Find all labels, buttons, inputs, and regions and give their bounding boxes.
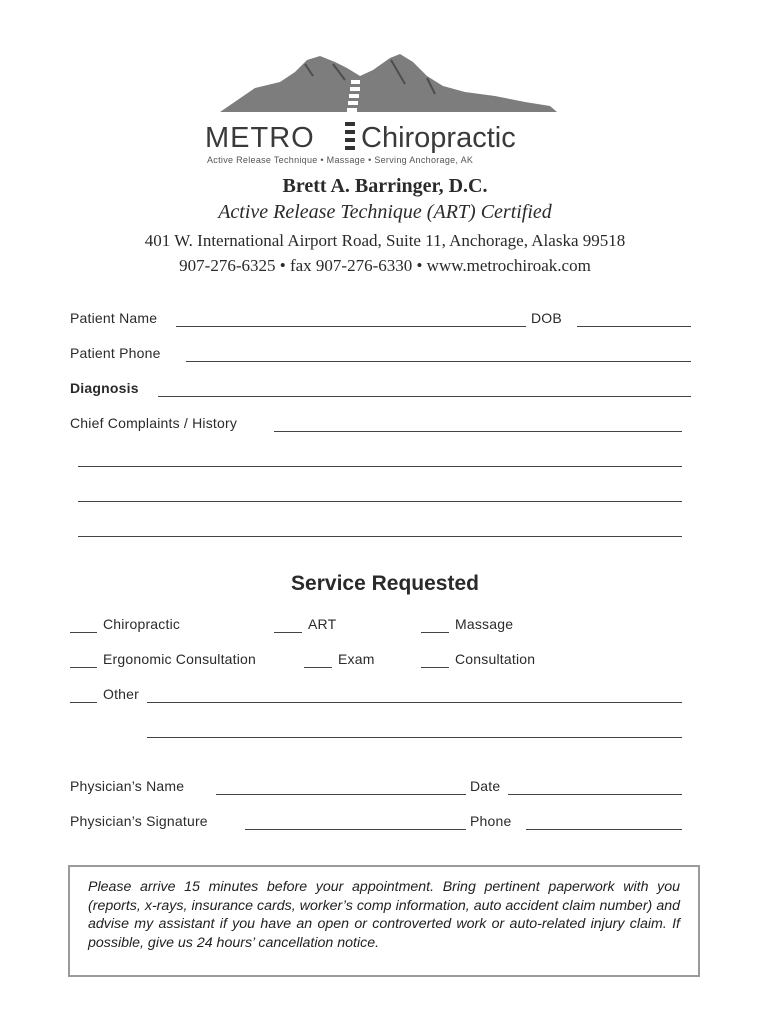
patient-phone-label: Patient Phone — [70, 345, 161, 361]
metro-chiropractic-logo — [195, 50, 575, 170]
appointment-notice-text: Please arrive 15 minutes before your appointment. Bring pertinent paperwork with you (reports, x-rays, insurance cards, worker’s comp information, auto accident claim number) and advise my assistant if you have an open or controverted work or auto-related injury claim. If possible, give us 24 hours’ cancellation notice. — [88, 879, 680, 951]
complaints-field-line-3[interactable] — [78, 501, 682, 502]
physician-phone-field[interactable] — [526, 829, 682, 830]
patient-name-label: Patient Name — [70, 310, 158, 326]
other-field-line-2[interactable] — [147, 737, 682, 738]
complaints-field[interactable] — [274, 431, 682, 432]
diagnosis-label: Diagnosis — [70, 380, 139, 396]
service-massage-label: Massage — [455, 616, 514, 632]
date-label: Date — [470, 778, 501, 794]
service-consultation-label: Consultation — [455, 651, 536, 667]
physician-signature-label: Physician’s Signature — [70, 813, 208, 829]
physician-signature-field[interactable] — [245, 829, 466, 830]
clinic-contact: 907-276-6325 • fax 907-276-6330 • www.metrochiroak.com — [179, 256, 591, 275]
service-ergonomic-label: Ergonomic Consultation — [103, 651, 257, 667]
exam-checkbox-line[interactable] — [304, 667, 332, 668]
complaints-label: Chief Complaints / History — [70, 415, 238, 431]
patient-phone-field[interactable] — [186, 361, 691, 362]
complaints-field-line-4[interactable] — [78, 536, 682, 537]
mountain-graphic — [220, 54, 557, 112]
service-requested-title: Service Requested — [291, 572, 479, 595]
dob-label: DOB — [531, 310, 562, 326]
patient-name-field[interactable] — [176, 326, 526, 327]
logo-metro-text: METRO — [205, 122, 315, 154]
ergonomic-checkbox-line[interactable] — [70, 667, 97, 668]
service-chiropractic-label: Chiropractic — [103, 616, 181, 632]
complaints-field-line-2[interactable] — [78, 466, 682, 467]
chiropractic-checkbox-line[interactable] — [70, 632, 97, 633]
date-field[interactable] — [508, 794, 682, 795]
art-checkbox-line[interactable] — [274, 632, 302, 633]
certification: Active Release Technique (ART) Certified — [218, 201, 552, 223]
physician-name-label: Physician’s Name — [70, 778, 185, 794]
logo-chiropractic-text: Chiropractic — [361, 122, 516, 154]
dob-field[interactable] — [577, 326, 691, 327]
other-field[interactable] — [147, 702, 682, 703]
consultation-checkbox-line[interactable] — [421, 667, 449, 668]
massage-checkbox-line[interactable] — [421, 632, 449, 633]
service-art-label: ART — [308, 616, 337, 632]
service-other-label: Other — [103, 686, 140, 702]
logo-tagline: Active Release Technique • Massage • Serving Anchorage, AK — [207, 155, 474, 165]
appointment-notice-box — [68, 865, 700, 977]
other-checkbox-line[interactable] — [70, 702, 97, 703]
diagnosis-field[interactable] — [158, 396, 691, 397]
service-exam-label: Exam — [338, 651, 375, 667]
physician-name-field[interactable] — [216, 794, 466, 795]
clinic-address: 401 W. International Airport Road, Suite 11, Anchorage, Alaska 99518 — [144, 231, 626, 250]
doctor-name: Brett A. Barringer, D.C. — [282, 175, 488, 197]
phone-label: Phone — [470, 813, 512, 829]
